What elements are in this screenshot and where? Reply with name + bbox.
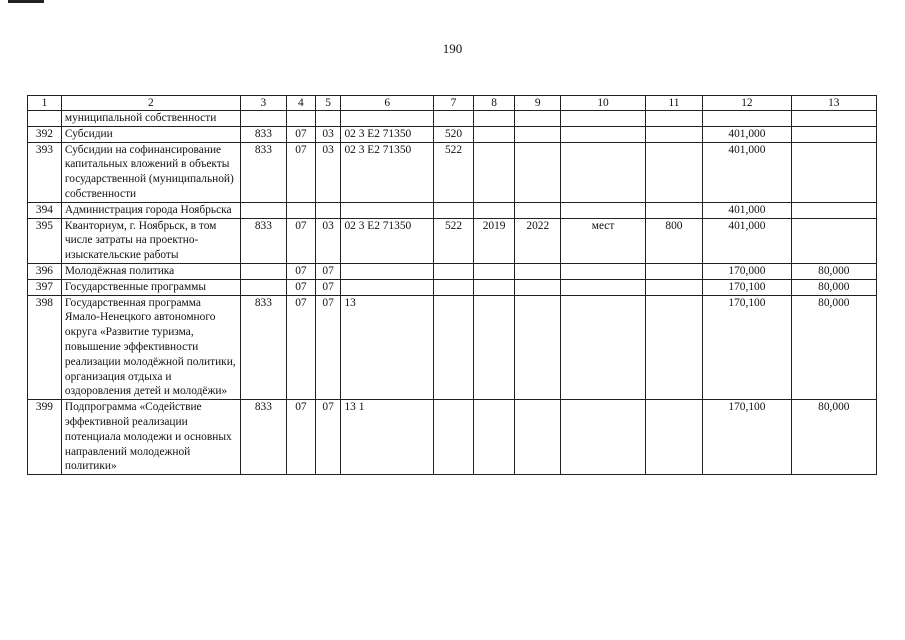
cell-col9 <box>515 295 561 400</box>
cell-col11 <box>645 202 703 218</box>
cell-col12: 170,100 <box>703 400 791 475</box>
cell-col12: 170,100 <box>703 279 791 295</box>
row-name: Молодёжная политика <box>61 263 240 279</box>
cell-col12: 401,000 <box>703 126 791 142</box>
row-name: муниципальной собственности <box>61 111 240 127</box>
row-name: Кванториум, г. Ноябрьск, в том числе затраты на проектно-изыскательские работы <box>61 218 240 263</box>
table-row <box>28 400 877 475</box>
cell-col3 <box>240 279 286 295</box>
cell-col11 <box>645 126 703 142</box>
cell-col10 <box>561 279 645 295</box>
cell-col13 <box>791 202 876 218</box>
cell-col5 <box>315 202 341 218</box>
cell-col8 <box>474 202 515 218</box>
row-number: 394 <box>28 202 62 218</box>
cell-col7: 520 <box>433 126 473 142</box>
cell-col5: 03 <box>315 142 341 202</box>
cell-col3: 833 <box>240 400 286 475</box>
cell-col5: 03 <box>315 126 341 142</box>
cell-col4: 07 <box>287 279 316 295</box>
cell-col5: 07 <box>315 279 341 295</box>
cell-col10 <box>561 142 645 202</box>
cell-col9 <box>515 400 561 475</box>
cell-col7 <box>433 263 473 279</box>
cell-col4: 07 <box>287 218 316 263</box>
cell-col12: 401,000 <box>703 202 791 218</box>
cell-col9: 2022 <box>515 218 561 263</box>
column-header: 3 <box>240 96 286 111</box>
cell-col5: 03 <box>315 218 341 263</box>
row-name: Государственные программы <box>61 279 240 295</box>
cell-col3 <box>240 202 286 218</box>
cell-col3: 833 <box>240 142 286 202</box>
cell-col3 <box>240 263 286 279</box>
cell-col6 <box>341 111 434 127</box>
cell-col6 <box>341 279 434 295</box>
cell-col11: 800 <box>645 218 703 263</box>
column-header: 7 <box>433 96 473 111</box>
row-number: 397 <box>28 279 62 295</box>
cell-col8 <box>474 263 515 279</box>
cell-col10 <box>561 263 645 279</box>
cell-col5: 07 <box>315 295 341 400</box>
cell-col5: 07 <box>315 263 341 279</box>
cell-col9 <box>515 142 561 202</box>
cell-col4 <box>287 111 316 127</box>
row-name: Субсидии <box>61 126 240 142</box>
cell-col6: 02 3 E2 71350 <box>341 218 434 263</box>
cell-col8: 2019 <box>474 218 515 263</box>
cell-col8 <box>474 126 515 142</box>
row-name: Субсидии на софинансирование капитальных вложений в объекты государственной (муниципальной) собственности <box>61 142 240 202</box>
cell-col11 <box>645 295 703 400</box>
cell-col8 <box>474 295 515 400</box>
table-row <box>28 279 877 295</box>
column-header: 11 <box>645 96 703 111</box>
cell-col7 <box>433 295 473 400</box>
row-number: 392 <box>28 126 62 142</box>
column-header: 12 <box>703 96 791 111</box>
cell-col8 <box>474 142 515 202</box>
cell-col3: 833 <box>240 218 286 263</box>
cell-col3: 833 <box>240 295 286 400</box>
column-header: 1 <box>28 96 62 111</box>
cell-col6 <box>341 263 434 279</box>
cell-col6: 13 <box>341 295 434 400</box>
row-number: 399 <box>28 400 62 475</box>
cell-col8 <box>474 400 515 475</box>
cell-col7 <box>433 111 473 127</box>
table-row <box>28 218 877 263</box>
cell-col11 <box>645 279 703 295</box>
cell-col9 <box>515 126 561 142</box>
cell-col11 <box>645 142 703 202</box>
column-header: 2 <box>61 96 240 111</box>
cell-col7: 522 <box>433 142 473 202</box>
cell-col9 <box>515 279 561 295</box>
cell-col13 <box>791 111 876 127</box>
cell-col8 <box>474 279 515 295</box>
cell-col5: 07 <box>315 400 341 475</box>
cell-col11 <box>645 400 703 475</box>
table-row <box>28 142 877 202</box>
cell-col6: 13 1 <box>341 400 434 475</box>
cell-col10 <box>561 400 645 475</box>
table-row <box>28 111 877 127</box>
cell-col10 <box>561 126 645 142</box>
column-header: 5 <box>315 96 341 111</box>
cell-col12: 170,100 <box>703 295 791 400</box>
cell-col3 <box>240 111 286 127</box>
table-row <box>28 263 877 279</box>
cell-col4: 07 <box>287 263 316 279</box>
header-row <box>28 96 877 111</box>
row-number <box>28 111 62 127</box>
cell-col12: 170,000 <box>703 263 791 279</box>
cell-col7 <box>433 400 473 475</box>
table-row <box>28 126 877 142</box>
cell-col12 <box>703 111 791 127</box>
cell-col12: 401,000 <box>703 218 791 263</box>
row-name: Администрация города Ноябрьска <box>61 202 240 218</box>
cell-col6: 02 3 E2 71350 <box>341 142 434 202</box>
row-number: 398 <box>28 295 62 400</box>
cell-col13 <box>791 126 876 142</box>
cell-col4: 07 <box>287 295 316 400</box>
row-name: Государственная программа Ямало-Ненецкого автономного округа «Развитие туризма, повышение эффективности реализации молодёжной политики, организация отдыха и оздоровления детей и молодёжи» <box>61 295 240 400</box>
cell-col13 <box>791 218 876 263</box>
page-number: 190 <box>442 41 463 56</box>
column-header: 9 <box>515 96 561 111</box>
row-number: 393 <box>28 142 62 202</box>
cell-col13: 80,000 <box>791 279 876 295</box>
cell-col6 <box>341 202 434 218</box>
row-name: Подпрограмма «Содействие эффективной реализации потенциала молодежи и основных направлений молодежной политики» <box>61 400 240 475</box>
cell-col10 <box>561 202 645 218</box>
cell-col10 <box>561 111 645 127</box>
cell-col7: 522 <box>433 218 473 263</box>
cell-col13 <box>791 142 876 202</box>
budget-table <box>27 95 877 475</box>
cell-col7 <box>433 202 473 218</box>
table-row <box>28 202 877 218</box>
cell-col4: 07 <box>287 142 316 202</box>
cell-col4: 07 <box>287 126 316 142</box>
column-header: 6 <box>341 96 434 111</box>
cell-col13: 80,000 <box>791 295 876 400</box>
cell-col9 <box>515 202 561 218</box>
column-header: 13 <box>791 96 876 111</box>
cell-col7 <box>433 279 473 295</box>
scan-mark <box>8 0 44 3</box>
cell-col13: 80,000 <box>791 400 876 475</box>
cell-col8 <box>474 111 515 127</box>
cell-col6: 02 3 E2 71350 <box>341 126 434 142</box>
cell-col11 <box>645 263 703 279</box>
cell-col5 <box>315 111 341 127</box>
column-header: 10 <box>561 96 645 111</box>
row-number: 395 <box>28 218 62 263</box>
row-number: 396 <box>28 263 62 279</box>
cell-col12: 401,000 <box>703 142 791 202</box>
cell-col9 <box>515 263 561 279</box>
cell-col4 <box>287 202 316 218</box>
column-header: 8 <box>474 96 515 111</box>
column-header: 4 <box>287 96 316 111</box>
cell-col3: 833 <box>240 126 286 142</box>
cell-col13: 80,000 <box>791 263 876 279</box>
cell-col11 <box>645 111 703 127</box>
cell-col10: мест <box>561 218 645 263</box>
cell-col10 <box>561 295 645 400</box>
table-row <box>28 295 877 400</box>
cell-col9 <box>515 111 561 127</box>
cell-col4: 07 <box>287 400 316 475</box>
